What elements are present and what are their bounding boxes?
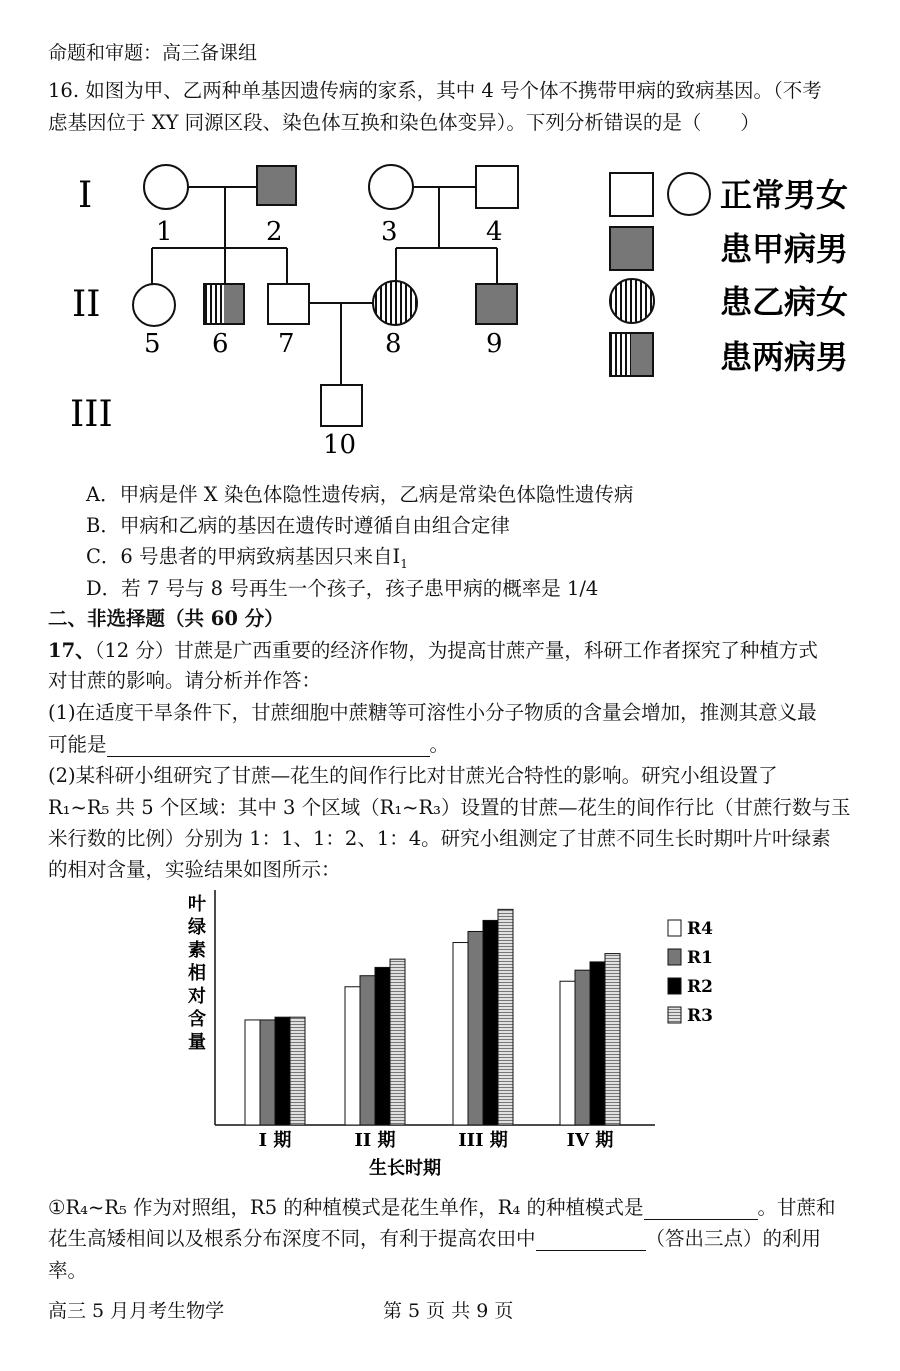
chart-legend-label-r1: R1	[687, 948, 713, 968]
chart-bar-r3-4	[605, 954, 620, 1125]
individual-10-normal-male	[321, 385, 362, 426]
generation-label-3: III	[70, 394, 113, 435]
q17-part3-answer-blank-2[interactable]	[536, 1232, 646, 1251]
individual-7-normal-male	[268, 284, 309, 324]
q17-stem-line1	[48, 635, 818, 663]
id-label-3: 3	[381, 217, 398, 247]
generation-label-1: I	[78, 175, 93, 216]
q17-part1-suffix: 。	[429, 733, 450, 756]
chart-x-tick-label: III 期	[458, 1130, 508, 1151]
chart-legend-swatch-r1	[668, 949, 681, 965]
q17-part3-suffix: 。甘蔗和	[757, 1196, 836, 1219]
q17-part1-prefix: 可能是	[48, 733, 107, 756]
legend-normal-male-symbol	[610, 173, 653, 216]
individual-9-affected-male-a	[476, 284, 517, 324]
q16-stem-line1: 16. 如图为甲、乙两种单基因遗传病的家系，其中 4 号个体不携带甲病的致病基因。（不考	[48, 79, 822, 102]
footer-exam-name: 高三 5 月月考生物学	[48, 1300, 225, 1322]
q17-part2-line3: 米行数的比例）分别为 1：1、1：2、1：4。研究小组测定了甘蔗不同生长时期叶片叶绿素	[48, 827, 831, 850]
q17-part3-line2-prefix: 花生高矮相间以及根系分布深度不同，有利于提高农田中	[48, 1227, 536, 1250]
q17-part1-line1: (1)在适度干旱条件下，甘蔗细胞中蔗糖等可溶性小分子物质的含量会增加，推测其意义最	[48, 701, 817, 724]
id-label-7: 7	[278, 329, 295, 359]
chart-legend-label-r2: R2	[687, 977, 713, 997]
id-label-6: 6	[212, 329, 229, 359]
individual-3-normal-female	[369, 165, 413, 209]
id-label-10: 10	[323, 430, 357, 460]
chart-bar-r4-1	[245, 1020, 260, 1125]
id-label-2: 2	[266, 217, 283, 247]
chart-y-axis-label-char: 叶	[188, 894, 206, 915]
chart-y-axis-label-char: 绿	[188, 917, 206, 938]
id-label-9: 9	[486, 329, 503, 359]
q16-option-a: A．甲病是伴 X 染色体隐性遗传病，乙病是常染色体隐性遗传病	[86, 483, 634, 506]
id-label-1: 1	[156, 217, 173, 247]
q17-number: 17、	[48, 639, 95, 662]
chart-x-tick-label: I 期	[258, 1130, 292, 1151]
chart-y-axis-label-char: 素	[188, 940, 206, 961]
chart-bar-r3-1	[290, 1017, 305, 1125]
id-label-5: 5	[144, 329, 161, 359]
chart-legend-swatch-r4	[668, 920, 681, 936]
legend-both-diseases-male-symbol	[610, 333, 653, 376]
q17-part2-line1: (2)某科研小组研究了甘蔗—花生的间作行比对甘蔗光合特性的影响。研究小组设置了	[48, 764, 778, 787]
q16-option-c-text: C．6 号患者的甲病致病基因只来自I	[86, 545, 401, 568]
legend-affected-b-female-symbol	[610, 279, 654, 323]
chart-y-axis-label-char: 量	[188, 1032, 206, 1053]
chart-legend-swatch-r3	[668, 1007, 681, 1023]
q17-stem-text: （12 分）甘蔗是广西重要的经济作物，为提高甘蔗产量，科研工作者探究了种植方式	[94, 639, 818, 662]
chart-x-tick-label: II 期	[354, 1130, 396, 1151]
chart-bar-r2-4	[590, 962, 605, 1125]
chart-y-axis-label-char: 含	[188, 1009, 206, 1030]
q17-part2-line4: 的相对含量，实验结果如图所示：	[48, 858, 341, 881]
q17-part3-answer-blank-1[interactable]	[644, 1201, 758, 1220]
id-label-4: 4	[486, 217, 503, 247]
section-2-title: 二、非选择题（共 60 分）	[48, 607, 284, 630]
generation-label-2: II	[72, 284, 101, 325]
q16-stem-line2: 虑基因位于 XY 同源区段、染色体互换和染色体变异）。下列分析错误的是（ ）	[48, 111, 760, 134]
individual-1-normal-female	[144, 165, 188, 209]
chart-bar-r1-2	[360, 976, 375, 1125]
individual-6-both-diseases-male	[204, 284, 244, 324]
chart-bar-r1-4	[575, 970, 590, 1125]
q17-part1-answer-blank[interactable]	[107, 738, 430, 757]
chart-legend-label-r4: R4	[687, 919, 713, 939]
chart-x-tick-label: IV 期	[566, 1130, 614, 1151]
q17-part3-line3: 率。	[48, 1259, 88, 1282]
chart-bar-r2-2	[375, 967, 390, 1125]
chart-bar-r2-1	[275, 1017, 290, 1125]
chart-bar-r2-3	[483, 920, 498, 1125]
chart-bar-r4-4	[560, 981, 575, 1125]
chart-y-axis-label-char: 对	[188, 986, 206, 1007]
chart-y-axis-label-char: 相	[188, 963, 206, 984]
q17-part3-line2	[48, 1223, 821, 1251]
chart-y-axis-label	[188, 894, 207, 1053]
q17-part2-line2: R₁~R₅ 共 5 个区域：其中 3 个区域（R₁~R₃）设置的甘蔗—花生的间作行比（甘蔗行数与玉	[48, 796, 851, 819]
chart-legend-label-r3: R3	[687, 1006, 713, 1026]
chart-x-axis-label: 生长时期	[369, 1158, 441, 1179]
individual-4-normal-male	[476, 166, 518, 208]
q17-stem-line2: 对甘蔗的影响。请分析并作答：	[48, 669, 322, 692]
q17-part1-line2	[48, 729, 449, 757]
q17-part3-prefix: ①R₄~R₅ 作为对照组，R5 的种植模式是花生单作，R₄ 的种植模式是	[48, 1196, 644, 1219]
q16-option-c	[86, 541, 408, 571]
legend-normal-female-symbol	[668, 173, 710, 215]
chart-bar-r4-2	[345, 987, 360, 1125]
chart-bar-r1-3	[468, 931, 483, 1125]
individual-2-affected-male-a	[257, 166, 296, 205]
individual-8-affected-female-b	[373, 281, 417, 325]
legend-affected-a-male-symbol	[610, 227, 653, 270]
chart-bar-r3-2	[390, 959, 405, 1125]
id-label-8: 8	[385, 329, 402, 359]
chart-legend-swatch-r2	[668, 978, 681, 994]
individual-5-normal-female	[133, 284, 175, 326]
chart-bar-r4-3	[453, 943, 468, 1125]
footer-page-number: 第 5 页 共 9 页	[383, 1300, 514, 1322]
legend-label-disease-b-female: 患乙病女	[720, 283, 849, 321]
q17-part3-line1	[48, 1192, 836, 1220]
q16-option-b: B．甲病和乙病的基因在遗传时遵循自由组合定律	[86, 514, 510, 537]
chart-bar-r3-3	[498, 909, 513, 1125]
legend-label-both-diseases-male: 患两病男	[720, 338, 849, 376]
page-header: 命题和审题：高三备课组	[48, 42, 258, 64]
legend-label-normal: 正常男女	[720, 176, 849, 214]
legend-label-disease-a-male: 患甲病男	[720, 230, 849, 268]
chlorophyll-bar-chart	[180, 880, 740, 1185]
q16-option-c-subscript: 1	[400, 556, 408, 571]
pedigree-diagram	[40, 150, 870, 465]
chart-bar-r1-1	[260, 1020, 275, 1125]
q16-option-d: D．若 7 号与 8 号再生一个孩子，孩子患甲病的概率是 1/4	[86, 577, 599, 600]
q17-part3-line2-suffix: （答出三点）的利用	[645, 1227, 822, 1250]
